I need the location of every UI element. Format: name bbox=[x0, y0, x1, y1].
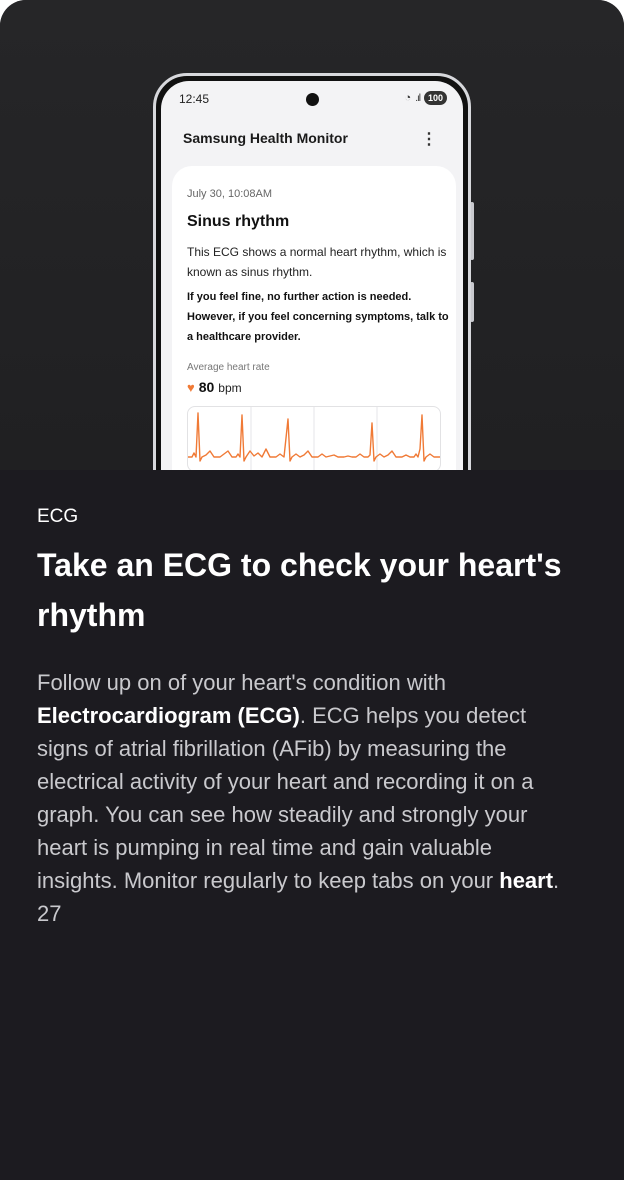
section-headline: Take an ECG to check your heart's rhythm bbox=[37, 547, 562, 633]
phone-screen bbox=[161, 81, 463, 470]
app-title: Samsung Health Monitor bbox=[183, 130, 348, 146]
more-options-icon[interactable]: ⋮ bbox=[421, 131, 437, 148]
camera-cutout bbox=[306, 93, 319, 106]
heart-icon: ♥ bbox=[187, 380, 195, 395]
body-text: . 27 bbox=[37, 868, 560, 926]
section-body bbox=[37, 666, 577, 930]
battery-icon: 100 bbox=[424, 91, 447, 105]
status-time: 12:45 bbox=[179, 92, 210, 106]
signal-icon: .ıl bbox=[415, 92, 420, 104]
heart-rate-value: 80 bbox=[198, 379, 215, 395]
body-bold-text: heart bbox=[499, 868, 554, 893]
wifi-icon: ◔ bbox=[404, 92, 412, 104]
body-text: . ECG helps you detect signs of atrial fibrillation (AFib) by measuring the electrical activity of your heart and recording it on a graph. You can see how steadily and strongly your heart is pumping in real time and gain valuable insights. Monitor regularly to keep tabs on your bbox=[37, 703, 534, 893]
section-eyebrow: ECG bbox=[37, 506, 79, 527]
ecg-graph bbox=[187, 406, 441, 470]
record-date: July 30, 10:08AM bbox=[187, 188, 272, 200]
body-bold-text: Electrocardiogram (ECG) bbox=[37, 703, 300, 728]
phone-mockup bbox=[153, 73, 471, 470]
record-description: This ECG shows a normal heart rhythm, which is known as sinus rhythm. bbox=[187, 245, 447, 279]
hero-image bbox=[0, 0, 624, 470]
body-text: Follow up on of your heart's condition with bbox=[37, 670, 446, 695]
heart-rate-label: Average heart rate bbox=[187, 362, 270, 373]
status-bar bbox=[161, 81, 463, 117]
heart-rate-unit: bpm bbox=[218, 381, 242, 395]
record-title: Sinus rhythm bbox=[187, 213, 290, 230]
ecg-record-card bbox=[172, 166, 456, 470]
heart-rate-row bbox=[187, 379, 242, 395]
record-note: If you feel fine, no further action is needed. However, if you feel concerning symptoms, talk to a healthcare provider. bbox=[187, 291, 449, 343]
